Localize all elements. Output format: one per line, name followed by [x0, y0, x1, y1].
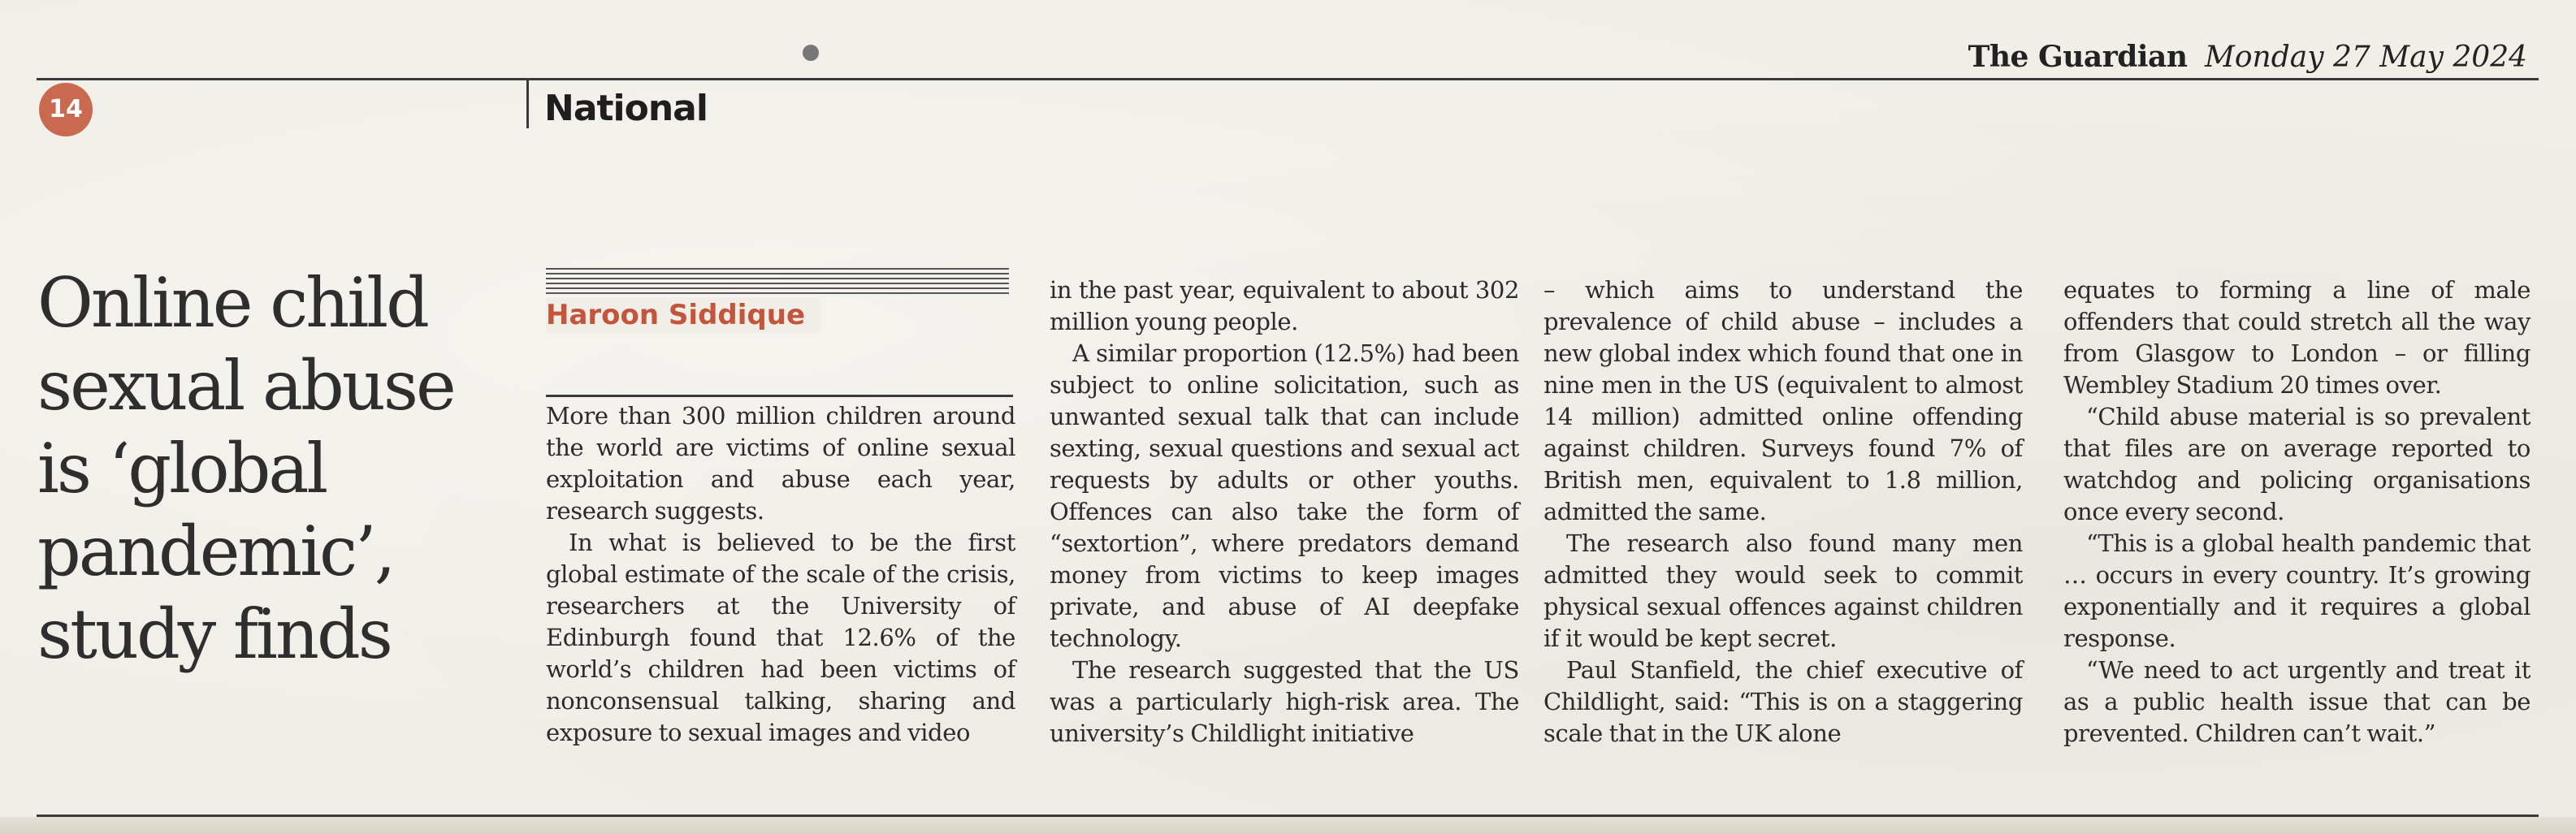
headline-line: pandemic’, — [37, 512, 394, 591]
article-column-1 — [546, 400, 1015, 749]
article-paragraph: – which aims to understand the prevalence of child abuse – includes a new global index which found that one in nine men in the US (equivalent to almost 14 million) admitted online offending against children. Surveys found 7% of British men, equivalent to 1.8 million, admitted the same. — [1543, 276, 2023, 525]
article-paragraph: In what is believed to be the first global estimate of the scale of the crisis, researchers at the University of Edinburgh found that 12.6% of the world’s children had been victims of nonconsensual talking, sharing and exposure to sexual images and video — [546, 529, 1015, 746]
page-edge — [0, 817, 2576, 834]
article-column-4 — [2063, 274, 2531, 750]
article-column-3 — [1543, 274, 2023, 750]
publication-header — [1968, 41, 2527, 74]
headline-line: is ‘global — [37, 429, 327, 508]
article-paragraph: More than 300 million children around the world are victims of online sexual exploitation and abuse each year, research suggests. — [546, 402, 1015, 525]
byline-underline — [546, 395, 1013, 397]
headline-line: study finds — [37, 594, 391, 674]
article-paragraph: The research suggested that the US was a particularly high-risk area. The university’s Childlight initiative — [1050, 656, 1519, 747]
article-paragraph: Paul Stanfield, the chief executive of Childlight, said: “This is on a staggering scale that in the UK alone — [1543, 656, 2023, 747]
punch-hole-mark — [803, 45, 819, 61]
page-number-badge: 14 — [39, 83, 93, 136]
headline-line: sexual abuse — [37, 346, 454, 426]
byline-decorative-rules — [546, 268, 1009, 296]
article-paragraph: in the past year, equivalent to about 302 million young people. — [1050, 276, 1519, 335]
article-paragraph: A similar proportion (12.5%) had been subject to online solicitation, such as unwanted sexual talk that can include sexting, sexual questions and sexual act requests by adults or other youths. Offences can also take the form of “sextortion”, where predators demand money from victims to keep images private, and abuse of AI deepfake technology. — [1050, 339, 1519, 652]
article-byline: Haroon Siddique — [546, 297, 820, 333]
article-paragraph: The research also found many men admitted they would seek to commit physical sexual offences against children if it would be kept secret. — [1543, 529, 2023, 652]
article-paragraph: “We need to act urgently and treat it as a public health issue that can be prevented. Children can’t wait.” — [2063, 656, 2531, 747]
article-headline — [37, 261, 525, 676]
article-paragraph: equates to forming a line of male offenders that could stretch all the way from Glasgow to London – or filling Wembley Stadium 20 times over. — [2063, 276, 2531, 399]
article-column-2 — [1050, 274, 1519, 750]
header-rule — [37, 78, 2539, 80]
publication-name: The Guardian — [1968, 40, 2188, 74]
publication-date: Monday 27 May 2024 — [2205, 41, 2527, 74]
article-paragraph: “This is a global health pandemic that … occurs in every country. It’s growing exponentially and it requires a global response. — [2063, 529, 2531, 652]
article-paragraph: “Child abuse material is so prevalent that files are on average reported to watchdog and policing organisations once every second. — [2063, 403, 2531, 525]
section-divider — [526, 78, 529, 128]
section-label: National — [544, 88, 708, 129]
headline-line: Online child — [37, 263, 427, 343]
